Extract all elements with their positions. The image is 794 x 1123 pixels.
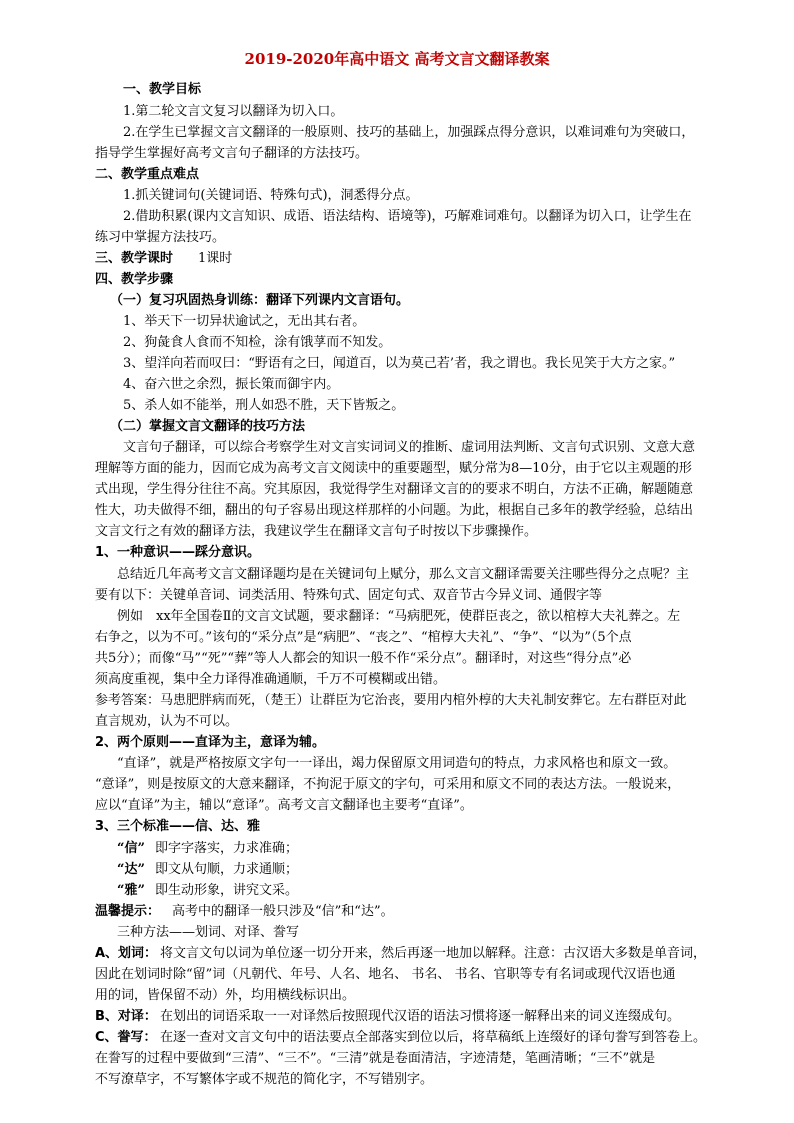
section-heading: 一、教学目标 [123,82,202,97]
paragraph-line: 直言规劝，认为不可以。 [95,714,239,729]
paragraph-line: 共5分）；而像“马”“死”“葬”等人人都会的知识一般不作“采分点”。翻译时，对这些“得分点”必 [95,651,632,666]
paragraph-line: 在逐一查对文言文句中的语法要点全部落实到位以后，将草稿纸上连缀好的译句誊写到答卷上。 [160,1030,707,1045]
paragraph-line: 不写潦草字，不写繁体字或不规范的简化字，不写错别字。 [95,1072,434,1087]
subsection-heading: （二）掌握文言文翻译的技巧方法 [110,419,306,434]
paragraph-line: 将文言文句以词为单位逐一切分开来，然后再逐一地加以解释。注意：古汉语大多数是单音词， [160,946,707,961]
lesson-hours: 1课时 [198,251,233,266]
paragraph-line: 1.抓关键词句(关键词语、特殊句式)，洞悉得分点。 [123,188,419,203]
paragraph-line: 指导学生掌握好高考文言句子翻译的方法技巧。 [95,146,369,161]
paragraph-line: 参考答案：马患肥胖病而死，（楚王）让群臣为它治丧，要用内棺外椁的大夫礼制安葬它。左右群臣对此 [95,693,687,708]
paragraph-line: 须高度重视，集中全力译得准确通顺，千万不可模糊或出错。 [95,672,447,687]
paragraph-line: 因此在划词时除“留”词（凡朝代、年号、人名、地名、 书名、 书名、官职等专有名词或现代汉语也通 [95,967,676,982]
paragraph-line: 1.第二轮文言文复习以翻译为切入口。 [123,104,344,119]
paragraph-line: 理解等方面的能力，因而它成为高考文言文阅读中的重要题型，赋分常为8—10分，由于它以主观题的形 [95,461,692,476]
point-heading: 1、一种意识——踩分意识。 [95,545,261,560]
paragraph-line: 练习中掌握方法技巧。 [95,230,226,245]
paragraph-line: 在誊写的过程中要做到“三清”、“三不”。“三清”就是卷面清洁，字迹清楚，笔画清晰；“三不”就是 [95,1051,656,1066]
tip-label: 温馨提示： [95,904,161,919]
list-item: 5、杀人如不能举，刑人如恐不胜，天下皆叛之。 [123,398,405,413]
list-item: 1、举天下一切异状逾试之，无出其右者。 [123,314,366,329]
paragraph-line: 文言句子翻译，可以综合考察学生对文言实词词义的推断、虚词用法判断、文言句式识别、文意大意 [123,440,696,455]
list-item: 2、狗彘食人食而不知检，涂有饿莩而不知发。 [123,335,392,350]
paragraph-line: 右争之，以为不可。”该句的“采分点”是“病肥”、“丧之”、“棺椁大夫礼”、“争”、“以为”（5个点 [95,630,632,645]
paragraph-line: 总结近几年高考文言文翻译题均是在关键词句上赋分，那么文言文翻译需要关注哪些得分之点呢？主 [117,567,690,582]
term-definition: 即文从句顺，力求通顺； [155,862,299,877]
paragraph-line: 性大，功夫做得不细，翻出的句子容易出现这样那样的小问题。为此，根据自己多年的教学经验，总结出 [95,503,694,518]
method-label: A、划词： [95,946,158,961]
section-heading: 三、教学课时 [95,251,174,266]
point-heading: 2、两个原则——直译为主，意译为辅。 [95,735,326,750]
paragraph-line: 文言文行之有效的翻译方法，我建议学生在翻译文言句子时按以下步骤操作。 [95,524,538,539]
paragraph-line: 式出现，学生得分往往不高。究其原因，我觉得学生对翻译文言的的要求不明白，方法不正确，解题随意 [95,482,694,497]
paragraph-line: 要有以下：关键单音词、词类活用、特殊句式、固定句式、双音节古今异义词、通假字等 [95,588,603,603]
document-title: 2019-2020年高中语文 高考文言文翻译教案 [244,50,550,68]
paragraph-line: “直译”，就是严格按原文字句一一译出，竭力保留原文用词造句的特点，力求风格也和原文一致。 [117,756,677,771]
subsection-heading: （一）复习巩固热身训练：翻译下列课内文言语句。 [110,293,410,308]
tip-text: 高考中的翻译一般只涉及“信”和“达”。 [172,904,394,919]
method-label: B、对译： [95,1009,157,1024]
term-definition: 即字字落实，力求准确； [155,841,299,856]
list-item: 4、奋六世之余烈，振长策而御宇内。 [123,377,340,392]
paragraph-line: 2.在学生已掌握文言文翻译的一般原则、技巧的基础上，加强踩点得分意识，以难词难句为突破口， [123,125,695,140]
term-xin: “信” [117,841,145,856]
paragraph-line: 2.借助积累(课内文言知识、成语、语法结构、语境等)，巧解难词难句。以翻译为切入口，让学生在 [123,209,692,224]
paragraph-line: 三种方法——划词、对译、誊写 [117,925,300,940]
paragraph-line: 例如 xx年全国卷Ⅱ的文言文试题，要求翻译：“马病肥死，使群臣丧之，欲以棺椁大夫礼葬之。左 [117,609,681,624]
point-heading: 3、三个标准——信、达、雅 [95,819,261,834]
paragraph-line: 用的词，皆保留不动）外，均用横线标识出。 [95,988,356,1003]
term-definition: 即生动形象，讲究文采。 [155,883,299,898]
method-label: C、誊写： [95,1030,157,1045]
section-heading: 四、教学步骤 [95,272,174,287]
paragraph-line: 应以“直译”为主，辅以“意译”。高考文言文翻译也主要考“直译”。 [95,798,473,813]
paragraph-line: “意译”，则是按原文的大意来翻译，不拘泥于原文的字句，可采用和原文不同的表达方法。一般说来， [95,777,681,792]
term-ya: “雅” [117,883,145,898]
section-heading: 二、教学重点难点 [95,167,200,182]
list-item: 3、望洋向若而叹曰：“野语有之曰，闻道百，以为莫己若’者，我之谓也。我长见笑于大方之家。” [123,356,676,371]
paragraph-line: 在划出的词语采取一一对译然后按照现代汉语的语法习惯将逐一解释出来的词义连缀成句。 [160,1009,681,1024]
term-da: “达” [117,862,145,877]
